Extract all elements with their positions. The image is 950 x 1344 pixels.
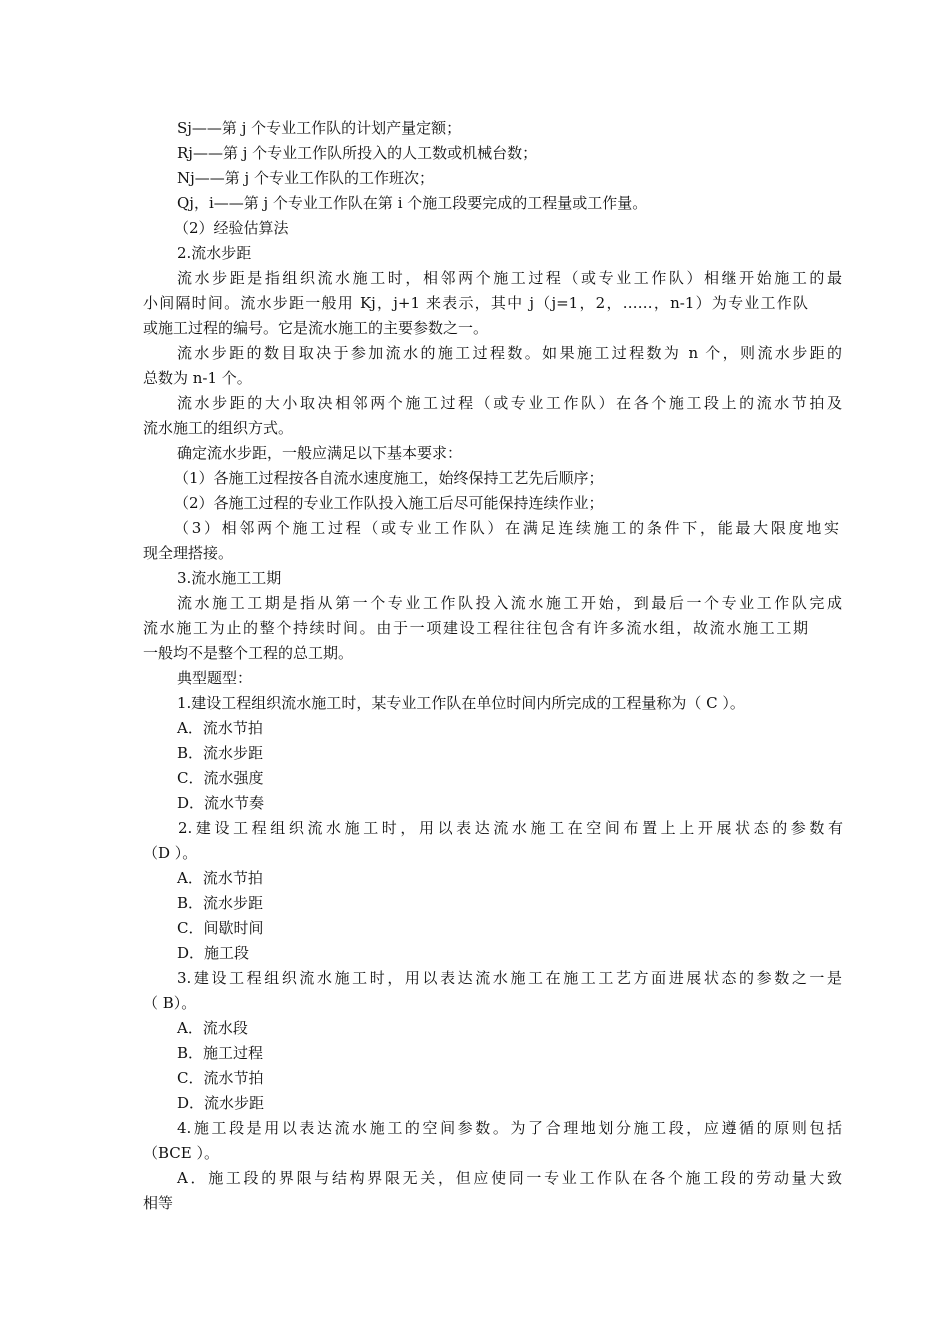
- text-line: 确定流水步距，一般应满足以下基本要求：: [177, 444, 463, 462]
- text-line: （1）各施工过程按各自流水速度施工，始终保持工艺先后顺序；: [174, 469, 604, 487]
- text-line: 一般均不是整个工程的总工期。: [143, 644, 354, 662]
- text-line: A．流水节拍: [177, 869, 263, 887]
- text-line: 2.流水步距: [177, 244, 252, 262]
- text-line: 流水施工的组织方式。: [143, 419, 294, 437]
- text-line: B．流水步距: [177, 894, 264, 912]
- text-line: 流水施工为止的整个持续时间。由于一项建设工程往往包含有许多流水组，故流水施工工期: [143, 619, 808, 637]
- text-line: 4.施工段是用以表达流水施工的空间参数。为了合理地划分施工段，应遵循的原则包括: [177, 1119, 842, 1137]
- document-body: [0, 116, 950, 1216]
- text-line: B．施工过程: [177, 1044, 264, 1062]
- text-line: C．流水强度: [177, 769, 264, 787]
- text-line: D．流水步距: [177, 1094, 265, 1112]
- text-line: 流水施工工期是指从第一个专业工作队投入流水施工开始，到最后一个专业工作队完成: [177, 594, 842, 612]
- text-line: （D ）。: [143, 844, 198, 862]
- text-line: Qj，i——第 j 个专业工作队在第 i 个施工段要完成的工程量或工作量。: [177, 194, 648, 212]
- text-line: 或施工过程的编号。它是流水施工的主要参数之一。: [143, 319, 489, 337]
- text-line: Rj——第 j 个专业工作队所投入的人工数或机械台数；: [177, 144, 538, 162]
- text-line: （ B）。: [143, 994, 197, 1012]
- text-line: 流水步距是指组织流水施工时，相邻两个施工过程（或专业工作队）相继开始施工的最: [177, 269, 842, 287]
- text-line: D．流水节奏: [177, 794, 265, 812]
- text-line: C．间歇时间: [177, 919, 264, 937]
- text-line: 2.建设工程组织流水施工时，用以表达流水施工在空间布置上上开展状态的参数有: [178, 819, 843, 837]
- text-line: Nj——第 j 个专业工作队的工作班次；: [177, 169, 434, 187]
- text-line: 总数为 n-1 个。: [143, 369, 252, 387]
- text-line: 3.流水施工工期: [177, 569, 282, 587]
- text-line: 流水步距的数目取决于参加流水的施工过程数。如果施工过程数为 n 个，则流水步距的: [177, 344, 842, 362]
- text-line: （BCE ）。: [143, 1144, 219, 1162]
- text-line: （2）经验估算法: [174, 219, 289, 237]
- text-line: A．流水段: [177, 1019, 248, 1037]
- text-line: A．施工段的界限与结构界限无关，但应使同一专业工作队在各个施工段的劳动量大致: [177, 1169, 842, 1187]
- text-line: C．流水节拍: [177, 1069, 264, 1087]
- text-line: 现全理搭接。: [143, 544, 234, 562]
- text-line: 3.建设工程组织流水施工时，用以表达流水施工在施工工艺方面进展状态的参数之一是: [177, 969, 842, 987]
- text-line: （3）相邻两个施工过程（或专业工作队）在满足连续施工的条件下，能最大限度地实: [174, 519, 839, 537]
- text-line: Sj——第 j 个专业工作队的计划产量定额；: [177, 119, 462, 137]
- text-line: D．施工段: [177, 944, 250, 962]
- text-line: B．流水步距: [177, 744, 264, 762]
- text-line: （2）各施工过程的专业工作队投入施工后尽可能保持连续作业；: [174, 494, 604, 512]
- text-line: 1.建设工程组织流水施工时，某专业工作队在单位时间内所完成的工程量称为（ C ）。: [177, 694, 745, 712]
- text-line: 流水步距的大小取决相邻两个施工过程（或专业工作队）在各个施工段上的流水节拍及: [177, 394, 842, 412]
- text-line: 小间隔时间。流水步距一般用 Kj，j+1 来表示，其中 j（j=1，2，……，n-1）为专业工作队: [143, 294, 808, 312]
- text-line: 典型题型：: [177, 669, 253, 687]
- text-line: A．流水节拍: [177, 719, 263, 737]
- text-line: 相等: [143, 1194, 174, 1212]
